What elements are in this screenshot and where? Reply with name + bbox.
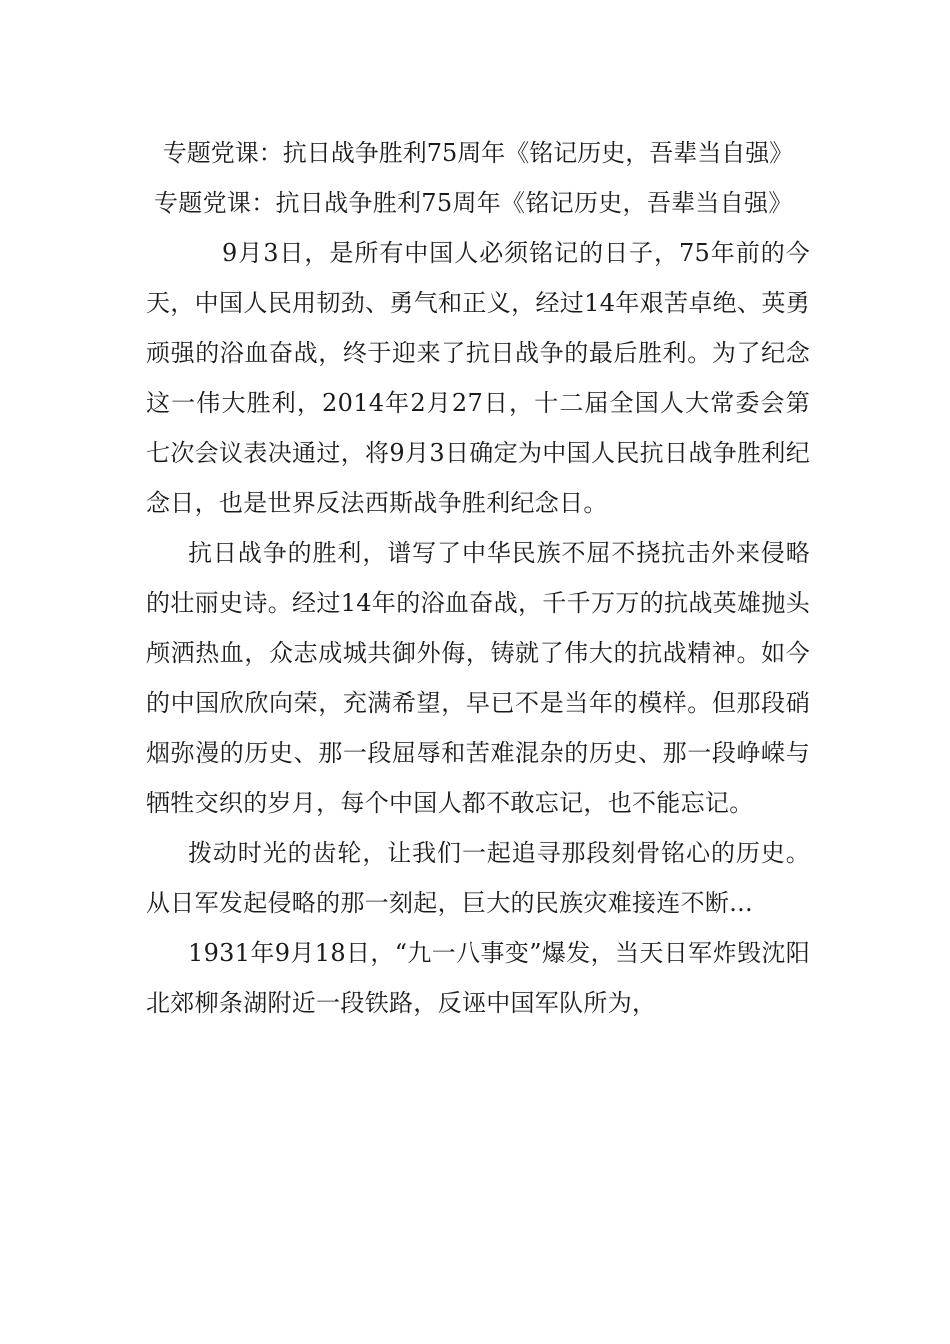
paragraph-history-recall: 拨动时光的齿轮，让我们一起追寻那段刻骨铭心的历史。从日军发起侵略的那一刻起，巨大的民族灾难接连不断... [146, 839, 810, 917]
document-page [146, 128, 810, 1028]
paragraph-victory-day: 9月3日，是所有中国人必须铭记的日子，75年前的今天，中国人民用韧劲、勇气和正义，经过14年艰苦卓绝、英勇顽强的浴血奋战，终于迎来了抗日战争的最后胜利。为了纪念这一伟大胜利，2014年2月27日，十二届全国人大常委会第七次会议表决通过，将9月3日确定为中国人民抗日战争胜利纪念日，也是世界反法西斯战争胜利纪念日。 [146, 239, 810, 517]
paragraph-september-18: 1931年9月18日，“九一八事变”爆发，当天日军炸毁沈阳北郊柳条湖附近一段铁路，反诬中国军队所为， [146, 939, 810, 1017]
document-title: 专题党课：抗日战争胜利75周年《铭记历史，吾辈当自强》 [162, 139, 794, 167]
paragraph-war-victory: 抗日战争的胜利，谱写了中华民族不屈不挠抗击外来侵略的壮丽史诗。经过14年的浴血奋战，千千万万的抗战英雄抛头颅洒热血，众志成城共御外侮，铸就了伟大的抗战精神。如今的中国欣欣向荣，充满希望，早已不是当年的模样。但那段硝烟弥漫的历史、那一段屈辱和苦难混杂的历史、那一段峥嵘与牺牲交织的岁月，每个中国人都不敢忘记，也不能忘记。 [146, 539, 810, 817]
document-subtitle: 专题党课：抗日战争胜利75周年《铭记历史，吾辈当自强》 [154, 189, 793, 217]
